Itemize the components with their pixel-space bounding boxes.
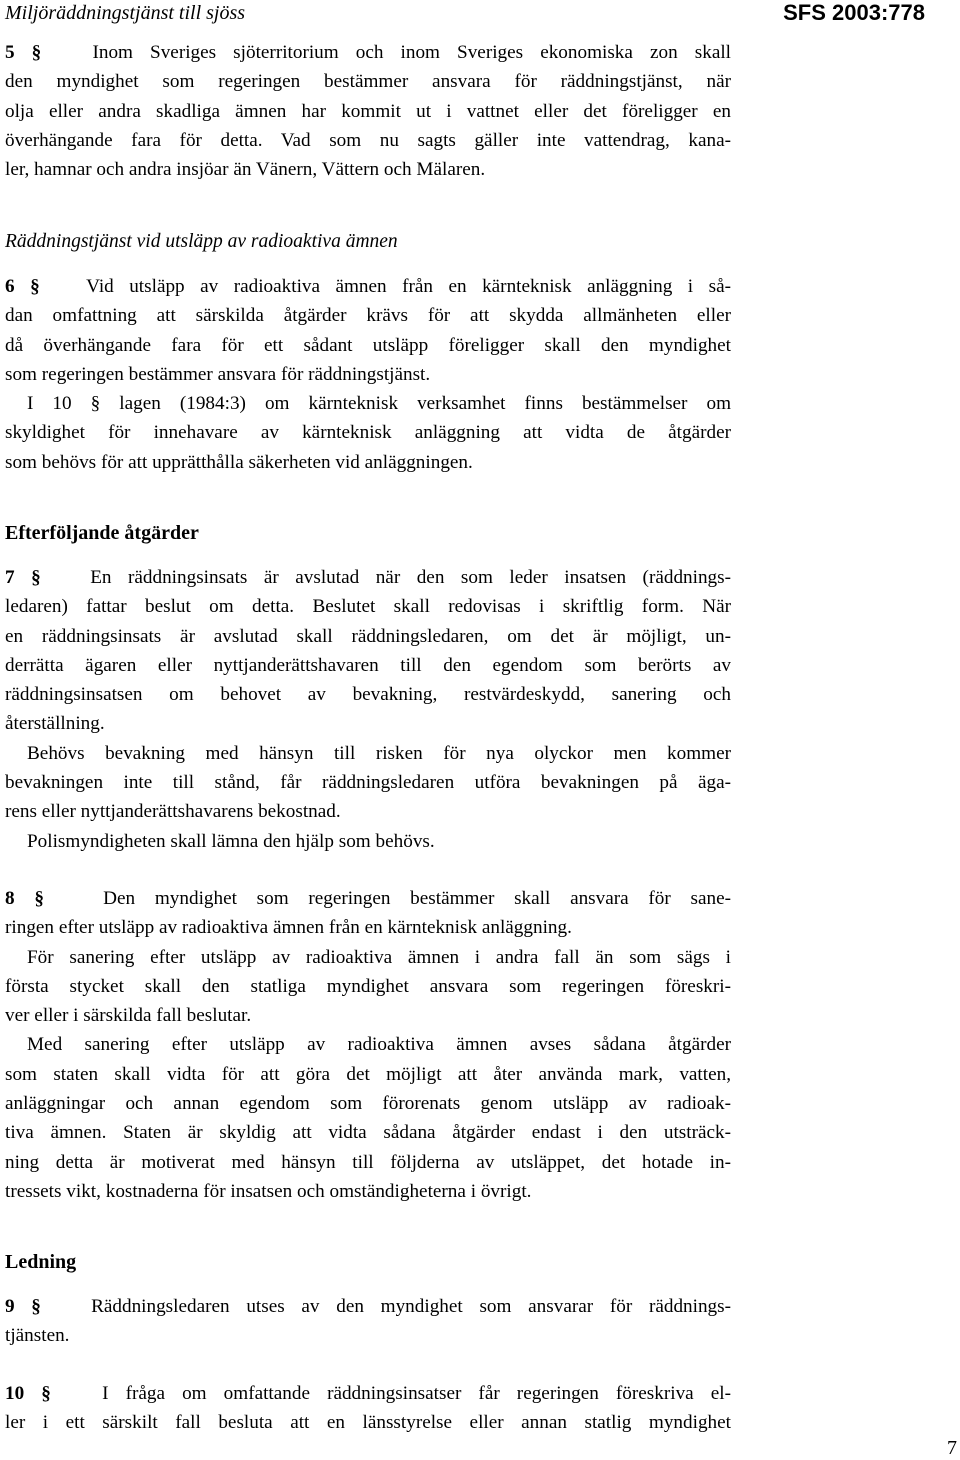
heading-leadership: Ledning bbox=[5, 1251, 77, 1273]
section-number: 8 § bbox=[5, 888, 44, 909]
section-6 bbox=[5, 272, 731, 477]
text-line: För sanering efter utsläpp av radioaktiva ämnen i andra fall än som sägs i bbox=[27, 946, 731, 968]
text-line: ning detta är motiverat med hänsyn till följderna av utsläppet, det hotade in- bbox=[5, 1151, 731, 1173]
section-number: 10 § bbox=[5, 1383, 51, 1404]
text-line: 5 § Inom Sveriges sjöterritorium och inom Sveriges ekonomiska zon skall bbox=[5, 42, 731, 63]
text-line: bevakningen inte till stånd, får räddningsledaren utföra bevakningen på äga- bbox=[5, 772, 731, 794]
section-10 bbox=[5, 1379, 731, 1438]
text-line: derrätta ägaren eller nyttjanderättshavaren till den egendom som berörts av bbox=[5, 654, 731, 676]
text-line: då överhängande fara för ett sådant utsläpp föreligger skall den myndighet bbox=[5, 334, 731, 356]
text-line: tjänsten. bbox=[5, 1325, 70, 1347]
text-line: tressets vikt, kostnaderna för insatsen och omständigheterna i övrigt. bbox=[5, 1180, 532, 1202]
text-line: skyldighet för innehavare av kärnteknisk anläggning att vidta de åtgärder bbox=[5, 422, 731, 444]
text-line: som staten skall vidta för att göra det möjligt att åter använda mark, vatten, bbox=[5, 1063, 731, 1085]
section-9 bbox=[5, 1292, 731, 1351]
running-title: Miljöräddningstjänst till sjöss bbox=[5, 2, 246, 24]
text-line: första stycket skall den statliga myndighet ansvara som regeringen föreskri- bbox=[5, 975, 731, 997]
text-line: I 10 § lagen (1984:3) om kärnteknisk verksamhet finns bestämmelser om bbox=[27, 393, 731, 415]
text-line: räddningsinsatsen om behovet av bevakning, restvärdeskydd, sanering och bbox=[5, 684, 731, 706]
text-line: Med sanering efter utsläpp av radioaktiva ämnen avses sådana åtgärder bbox=[27, 1034, 731, 1056]
text-line: ringen efter utsläpp av radioaktiva ämnen från en kärnteknisk anläggning. bbox=[5, 917, 572, 939]
text-line: ver eller i särskilda fall beslutar. bbox=[5, 1005, 252, 1027]
section-8 bbox=[5, 884, 731, 1206]
section-number: 5 § bbox=[5, 42, 42, 63]
sfs-number: SFS 2003:778 bbox=[783, 0, 925, 25]
section-7 bbox=[5, 563, 731, 856]
heading-followup: Efterföljande åtgärder bbox=[5, 522, 199, 544]
text-line: 10 § I fråga om omfattande räddningsinsatser får regeringen föreskriva el- bbox=[5, 1383, 732, 1404]
text-line: 7 § En räddningsinsats är avslutad när den som leder insatsen (räddnings- bbox=[5, 567, 731, 588]
heading-radioactive: Räddningstjänst vid utsläpp av radioaktiva ämnen bbox=[5, 231, 398, 252]
text-line: som behövs för att upprätthålla säkerheten vid anläggningen. bbox=[5, 451, 473, 473]
section-number: 7 § bbox=[5, 567, 41, 588]
text-line: anläggningar och annan egendom som förorenats genom utsläpp av radioak- bbox=[5, 1093, 731, 1115]
text-line: överhängande fara för detta. Vad som nu sagts gäller inte vattendrag, kana- bbox=[5, 129, 731, 151]
text-line: ler i ett särskilt fall besluta att en länsstyrelse eller annan statlig myndighet bbox=[5, 1412, 731, 1434]
text-line: rens eller nyttjanderättshavarens bekostnad. bbox=[5, 801, 341, 823]
text-line: en räddningsinsats är avslutad skall räddningsledaren, om det är möjligt, un- bbox=[5, 625, 731, 647]
text-line: 6 § Vid utsläpp av radioaktiva ämnen från en kärnteknisk anläggning i så- bbox=[5, 276, 731, 297]
text-line: Behövs bevakning med hänsyn till risken för nya olyckor men kommer bbox=[27, 742, 731, 764]
text-line: som regeringen bestämmer ansvara för räddningstjänst. bbox=[5, 363, 431, 385]
text-line: olja eller andra skadliga ämnen har kommit ut i vattnet eller det föreligger en bbox=[5, 100, 731, 122]
section-5 bbox=[5, 38, 731, 184]
text-line: återställning. bbox=[5, 713, 105, 735]
text-line: Polismyndigheten skall lämna den hjälp som behövs. bbox=[27, 830, 435, 852]
text-line: 8 § Den myndighet som regeringen bestämmer skall ansvara för sane- bbox=[5, 888, 731, 909]
text-line: 9 § Räddningsledaren utses av den myndighet som ansvarar för räddnings- bbox=[5, 1296, 732, 1317]
text-line: den myndighet som regeringen bestämmer ansvara för räddningstjänst, när bbox=[5, 71, 731, 93]
text-line: tiva ämnen. Staten är skyldig att vidta sådana åtgärder endast i den utsträck- bbox=[5, 1122, 731, 1144]
page-number: 7 bbox=[947, 1437, 957, 1459]
section-number: 9 § bbox=[5, 1296, 41, 1317]
section-number: 6 § bbox=[5, 276, 40, 297]
text-line: dan omfattning att särskilda åtgärder krävs för att skydda allmänheten eller bbox=[5, 305, 731, 327]
text-line: ler, hamnar och andra insjöar än Vänern, Vättern och Mälaren. bbox=[5, 159, 486, 181]
text-line: ledaren) fattar beslut om detta. Beslutet skall redovisas i skriftlig form. När bbox=[5, 596, 731, 618]
